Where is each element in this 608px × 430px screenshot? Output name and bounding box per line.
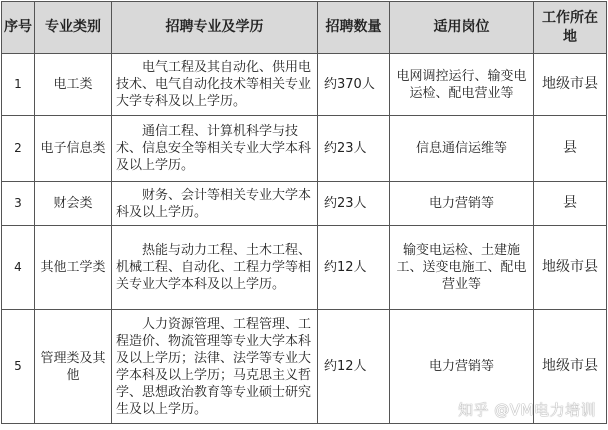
row-requirement: 热能与动力工程、土木工程、机械工程、自动化、工程力学等相关专业大学本科及以上学历。 (112, 226, 318, 310)
row-requirement: 通信工程、计算机科学与技术、信息安全等相关专业大学本科及以上学历。 (112, 116, 318, 182)
row-category: 其他工学类 (35, 226, 112, 310)
row-position: 电力营销等 (390, 182, 534, 226)
row-requirement: 人力资源管理、工程管理、工程造价、物流管理等专业大学本科及以上学历；法律、法学等专业大学本科及以上学历；马克思主义哲学、思想政治教育等专业硕士研究生及以上学历。 (112, 310, 318, 424)
row-count: 约370人 (318, 54, 390, 116)
row-position: 输变电运检、土建施工、送变电施工、配电营业等 (390, 226, 534, 310)
row-category: 电子信息类 (35, 116, 112, 182)
header-row (2, 2, 607, 54)
table-row (2, 182, 607, 226)
header-category: 专业类别 (35, 2, 112, 54)
row-location: 地级市县 (534, 310, 607, 424)
row-position: 信息通信运维等 (390, 116, 534, 182)
row-number: 3 (2, 182, 35, 226)
row-location: 县 (534, 116, 607, 182)
row-category: 管理类及其他 (35, 310, 112, 424)
row-number: 2 (2, 116, 35, 182)
row-category: 电工类 (35, 54, 112, 116)
header-position: 适用岗位 (390, 2, 534, 54)
header-count: 招聘数量 (318, 2, 390, 54)
row-position: 电网调控运行、输变电运检、配电营业等 (390, 54, 534, 116)
row-count: 约23人 (318, 116, 390, 182)
header-requirement: 招聘专业及学历 (112, 2, 318, 54)
row-location: 地级市县 (534, 226, 607, 310)
row-location: 县 (534, 182, 607, 226)
table-row (2, 226, 607, 310)
row-number: 4 (2, 226, 35, 310)
row-number: 5 (2, 310, 35, 424)
row-count: 约23人 (318, 182, 390, 226)
row-category: 财会类 (35, 182, 112, 226)
table-row (2, 54, 607, 116)
watermark: 知乎 @VM电力培训 (458, 401, 596, 419)
row-requirement: 电气工程及其自动化、供用电技术、电气自动化技术等相关专业大学专科及以上学历。 (112, 54, 318, 116)
header-location: 工作所在地 (534, 2, 607, 54)
row-location: 地级市县 (534, 54, 607, 116)
row-number: 1 (2, 54, 35, 116)
header-no: 序号 (2, 2, 35, 54)
row-count: 约12人 (318, 310, 390, 424)
row-requirement: 财务、会计等相关专业大学本科及以上学历。 (112, 182, 318, 226)
row-count: 约12人 (318, 226, 390, 310)
table-row (2, 116, 607, 182)
recruitment-table (1, 1, 607, 424)
row-position: 电力营销等 (390, 310, 534, 424)
